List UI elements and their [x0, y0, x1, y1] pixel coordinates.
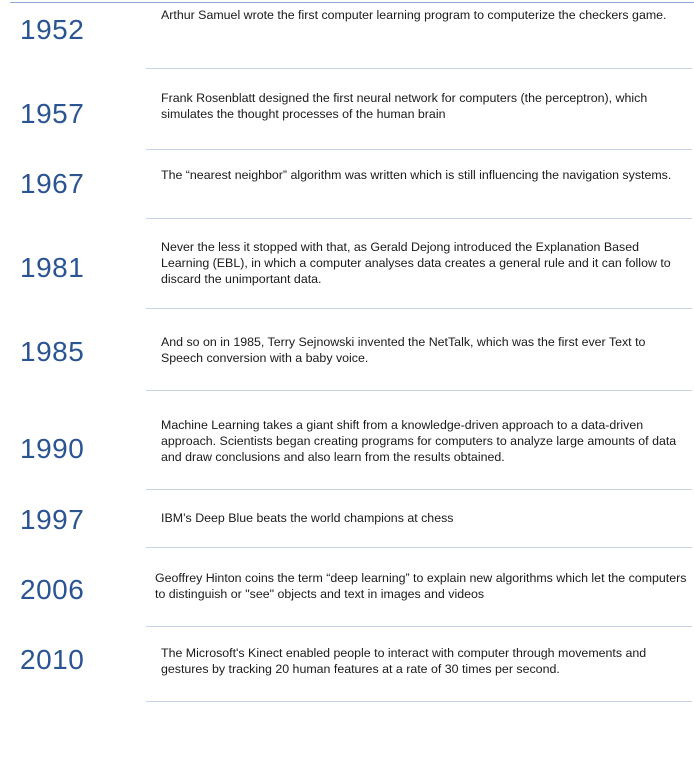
separator: [146, 701, 692, 702]
entry-description: Arthur Samuel wrote the first computer learning program to computerize the checkers game.: [161, 8, 667, 22]
entry-description: The Microsoft's Kinect enabled people to interact with computer through movements and gestures by tracking 20 human features at a rate of 30 times per second.: [161, 646, 647, 676]
separator: [146, 68, 692, 69]
entry-description: Machine Learning takes a giant shift from a knowledge-driven approach to a data-driven approach. Scientists began creating programs for computers to analyze large amounts of data and draw conclusions and also learn from the results obtained.: [161, 418, 677, 464]
year-label: 1957: [20, 98, 85, 129]
entry-description: Never the less it stopped with that, as Gerald Dejong introduced the Explanation Based Learning (EBL), in which a computer analyses data creates a general rule and it can follow to discard the unimportant data.: [161, 240, 671, 286]
separator: [146, 489, 692, 490]
entry-description: And so on in 1985, Terry Sejnowski invented the NetTalk, which was the first ever Text to Speech conversion with a baby voice.: [161, 335, 646, 365]
year-label: 1985: [20, 336, 85, 367]
year-label: 1990: [20, 433, 85, 464]
year-label: 1967: [20, 168, 85, 199]
separator: [146, 218, 692, 219]
entry-description: The “nearest neighbor” algorithm was written which is still influencing the navigation systems.: [161, 168, 672, 182]
entry-description: Frank Rosenblatt designed the first neural network for computers (the perceptron), which simulates the thought processes of the human brain: [161, 91, 648, 121]
separator: [146, 390, 692, 391]
year-label: 2010: [20, 644, 85, 675]
entry-description: Geoffrey Hinton coins the term “deep learning” to explain new algorithms which let the computers to distinguish or "see" objects and text in images and videos: [155, 571, 687, 601]
separator: [146, 149, 692, 150]
year-label: 1952: [20, 14, 85, 45]
year-label: 2006: [20, 574, 85, 605]
year-label: 1997: [20, 504, 85, 535]
separator: [146, 308, 692, 309]
separator: [146, 547, 692, 548]
year-label: 1981: [20, 252, 85, 283]
entry-description: IBM’s Deep Blue beats the world champions at chess: [161, 511, 454, 525]
separator: [146, 626, 692, 627]
